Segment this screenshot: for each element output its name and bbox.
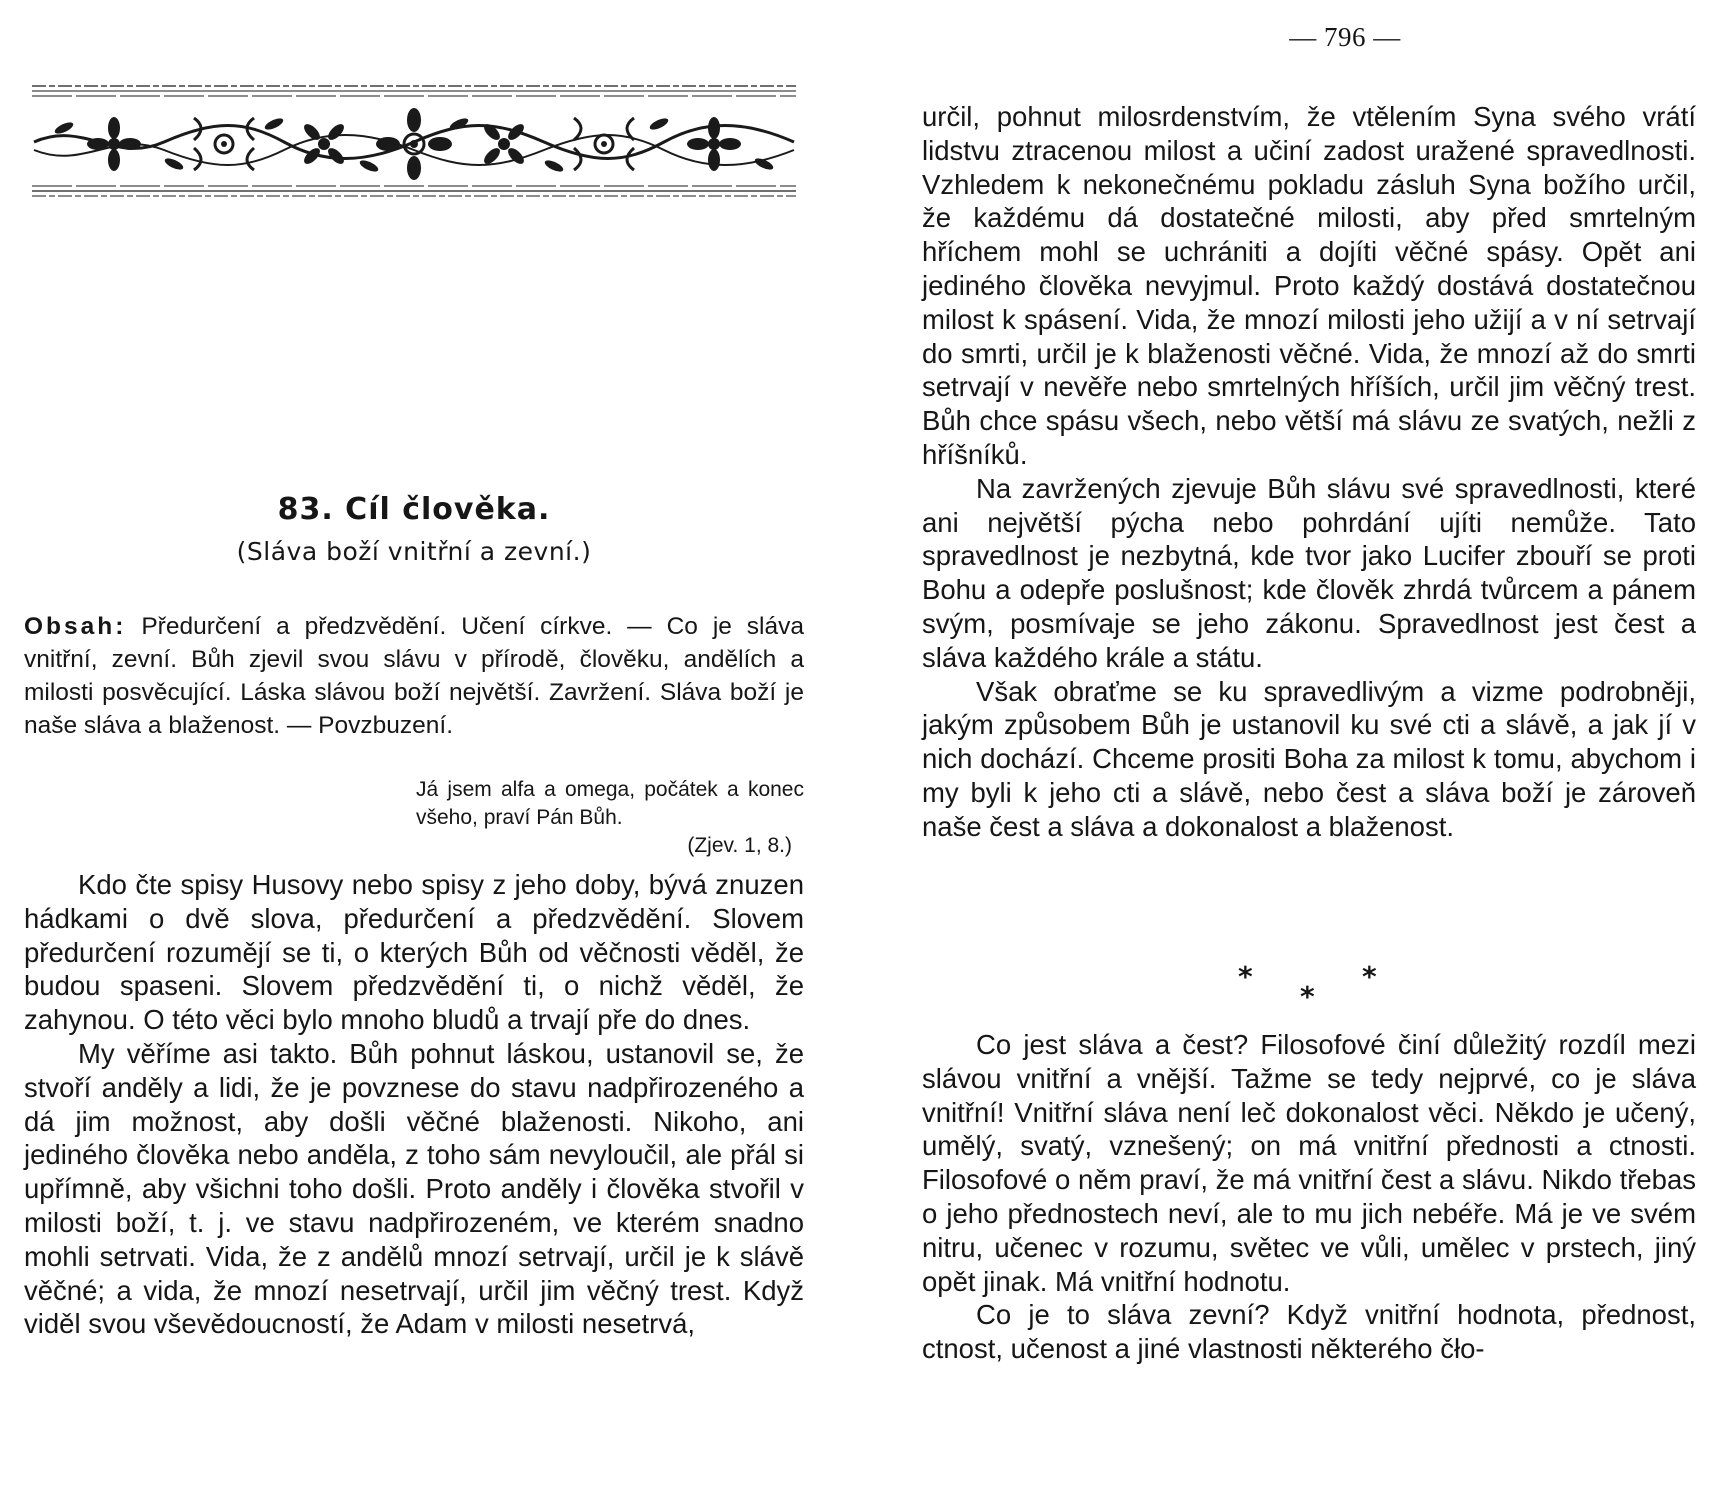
summary-label: Obsah: <box>24 613 127 640</box>
page-number: — 796 — <box>1289 22 1401 52</box>
epigraph <box>416 776 804 860</box>
floral-header-ornament-icon <box>24 80 804 220</box>
asterisk-mark: * <box>1238 960 1253 993</box>
epigraph-text: Já jsem alfa a omega, počátek a konec všeho, praví Pán Bůh. <box>416 778 804 829</box>
paragraph: Kdo čte spisy Husovy nebo spisy z jeho doby, bývá znuzen hádkami o dvě slova, předurčení a předzvědění. Slovem předurčení rozumějí se ti, o kterých Bůh od věčnosti věděl, že budou spaseni. Slovem předzvědění ti, o nichž věděl, že zahynou. O této věci bylo mnoho bludů a trvají pře do dnes. <box>24 869 804 1036</box>
right-column-continued <box>922 1028 1696 1366</box>
paragraph: Co jest sláva a čest? Filosofové činí důležitý rozdíl mezi slávou vnitřní a vnější. Tažme se tedy nejprvé, co je sláva vnitřní! Vnitřní sláva není leč dokonalost věci. Někdo je učený, umělý, svatý, vznešený; on má vnitřní přednosti a ctnosti. Filosofové o něm praví, že má vnitřní čest a slávu. Nikdo třebas o jeho přednostech neví, ale to mu jich nebéře. Má je ve svém nitru, učenec v rozumu, světec ve vůli, umělec v prstech, jiný opět jinak. Má vnitřní hodnotu. <box>922 1029 1696 1297</box>
chapter-title: 83. Cíl člověka. <box>277 492 551 527</box>
epigraph-reference: (Zjev. 1, 8.) <box>687 834 792 857</box>
chapter-summary <box>24 610 804 742</box>
left-column <box>24 868 804 1341</box>
paragraph: určil, pohnut milosrdenstvím, že vtělením Syna svého vrátí lidstvu ztracenou milost a učiní zadost uražené spravedlnosti. Vzhledem k nekonečnému pokladu zásluh Syna božího určil, že každému dá dostatečné milosti, aby před smrtelným hříchem mohl se uchrániti a dojíti věčné spásy. Opět ani jediného člověka nevyjmul. Proto každý dostává dostatečnou milost k spásení. Vida, že mnozí milosti jeho užijí a v ní setrvají do smrti, určil je k blaženosti věčné. Vida, že mnozí až do smrti setrvají v nevěře nebo smrtelných hříších, určil jim věčný trest. Bůh chce spásu všech, nebo větší má slávu ze svatých, nežli z hříšníků. <box>922 101 1696 470</box>
asterisk-mark: * <box>1362 960 1377 993</box>
section-break-asterism <box>1200 960 1400 1013</box>
paragraph: My věříme asi takto. Bůh pohnut láskou, ustanovil se, že stvoří anděly a lidi, že je povznese do stavu nadpřirozeného a dá jim možnost, aby došli věčné blaženosti. Nikoho, ani jediného člověka nebo anděla, z toho sám nevyloučil, ale přál si upřímně, aby všichni toho došli. Proto anděly i člověka stvořil v milosti boží, t. j. ve stavu nadpřirozeném, ve kterém snadno mohli setrvati. Vida, že z andělů mnozí setrvají, určil je k slávě věčné; a vida, že mnozí nesetrvají, určil jim věčný trest. Když viděl svou vševědoucností, že Adam v milosti nesetrvá, <box>24 1037 804 1340</box>
asterisk-mark: * <box>1300 980 1315 1013</box>
paragraph: Co je to sláva zevní? Když vnitřní hodnota, přednost, ctnost, učenost a jiné vlastnosti některého čło- <box>922 1299 1696 1365</box>
paragraph: Na zavržených zjevuje Bůh slávu své spravedlnosti, které ani největší pýcha nebo pohrdání ujíti nemůže. Tato spravedlnost je nezbytná, kde tvor jako Lucifer zbouří se proti Bohu a odepře poslušnost; kde člověk zhrdá tvůrcem a pánem svým, posmívaje se jeho zákonu. Spravedlnost jest čest a sláva každého krále a státu. <box>922 472 1696 673</box>
summary-text: Předurčení a předzvědění. Učení církve. — Co je sláva vnitřní, zevní. Bůh zjevil svou slávu v přírodě, člověku, andělích a milosti posvěcující. Láska slávou boží největší. Zavržení. Sláva boží je naše sláva a blaženost. — Povzbuzení. <box>24 613 804 739</box>
paragraph: Však obraťme se ku spravedlivým a vizme podrobněji, jakým způsobem Bůh je ustanovil ku své cti a slávě, a jak jí v nich dochází. Chceme prositi Boha za milost k tomu, abychom i my byli k jeho cti a slávě, nebo čest a sláva boží je zároveň naše čest a sláva a dokonalost a blaženost. <box>922 675 1696 842</box>
right-column <box>922 100 1696 844</box>
chapter-subtitle: (Sláva boží vnitřní a zevní.) <box>236 537 592 566</box>
